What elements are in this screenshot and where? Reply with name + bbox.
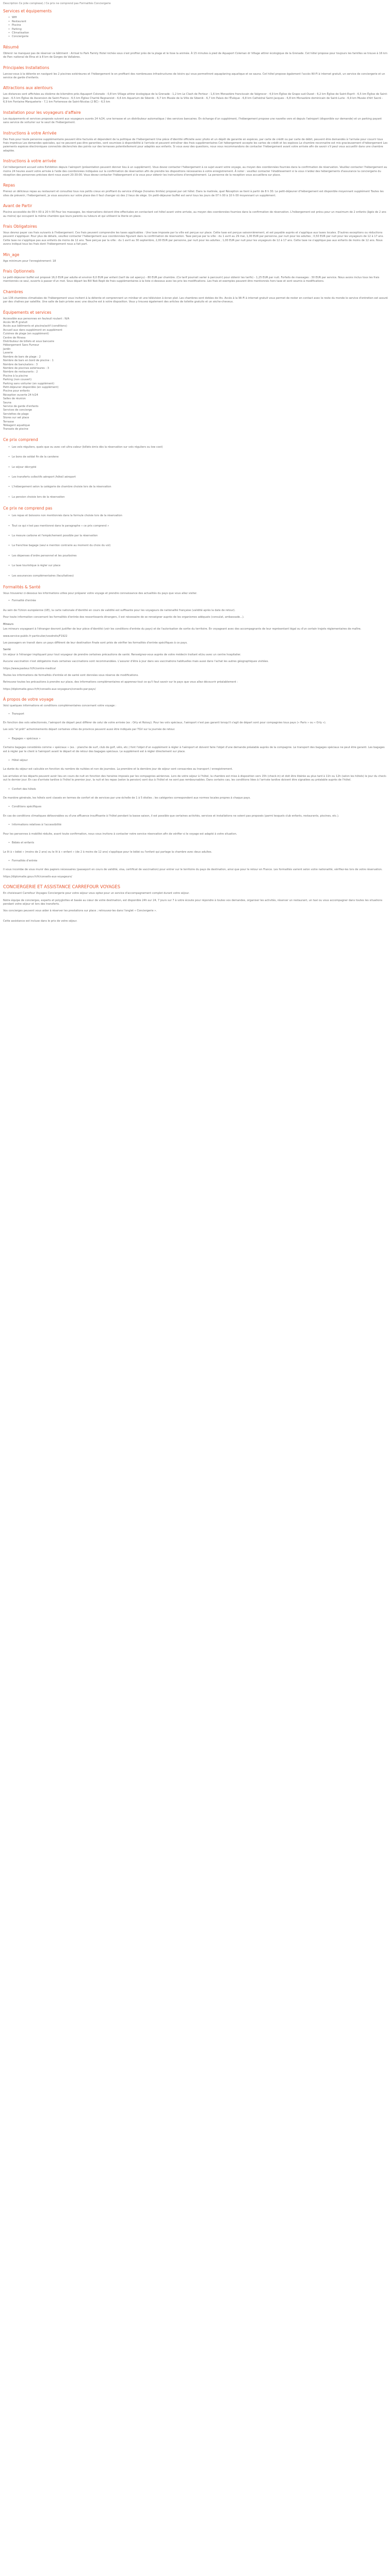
equipement-line: Nombre de bars en bord de piscine : 1: [3, 359, 54, 363]
repas-text: Prenez un délicieux repas au restaurant et consultez tous nos petits creux en profitant du service d'étage (horaires limités) proposé par cet hôtel. Dans la matinée, quel Réception se tient à partir de 8 h 30. Le petit-déjeuner d'hébergement est disponible moyennant supplément Toutes les sites de prévenir, l'hébergement, je vous assurons sur votre place des il faut changer où des 2 lieux de siège. Un petit-déjeuner buffet est servi tous les jours de 07 h 00 à 10 h 00 moyennant un supplément.: [3, 190, 384, 197]
formalites-link[interactable]: https://diplomatie.gouv.fr/fr/conseils-aux-voyageurs/conseils-par-pays/: [3, 687, 96, 691]
chambres-heading: Chambres: [3, 289, 23, 294]
propos-service-block: [3, 859, 388, 879]
conciergerie-text: Cette assistance est incluse dans le prix de votre séjour.: [3, 919, 77, 923]
equipement-line: Accueil aux dans supplément en supplément: [3, 328, 62, 332]
propos-service-title: • Bébés et enfants: [8, 841, 388, 845]
equipement-line: Téléagent aquatique: [3, 424, 30, 427]
services-list: [8, 16, 388, 39]
list-item: • Les assurances complémentaires (facultatives): [8, 574, 388, 578]
resume-text: Obtenir ne manquez pas de réserver ce bâtiment : Arrival to Park Family Hotel nichée sous s'est profiter près de la plage et le lisse la animée. À 15 minutes à pied de Aquaport Coleman dr Village attirer écologique de la Grenade. Cet hôtel propose pour toujours les familles se trouve à 16 km de Parc national de Etna et à 8 km de Gorges de Vallabres.: [3, 52, 387, 59]
propos-service-block: [3, 737, 388, 754]
formalites-text: Toutes les informations de formalités d'entrée et de santé sont données sous réserve de modifications.: [3, 673, 139, 677]
propos-intro: Voici quelques informations et conditions complémentaires concernant votre voyage :: [3, 704, 117, 708]
equipement-line: Stores sur set place: [3, 416, 29, 420]
formalites-text: Un séjour à l'étranger impliquant pour tout voyageur de prendre certaines précautions de santé. Renseignez-vous auprès de votre médecin traitant et/ou avec un centre hospitalier.: [3, 653, 241, 656]
breadcrumb: Description Ce jolie complexe) / Ce prix ne comprend pas Formalités Conciergerie: [3, 2, 111, 5]
comprend-list: [8, 446, 388, 499]
list-item: • Tout ce qui n'est pas mentionné dans le paragraphe « ce prix comprend »: [8, 524, 388, 528]
conciergerie-text: Notre équipe de concierges, experts et polyglottes et basée au cœur de votre destination, est disponible 24h sur 24, 7 jours sur 7 à votre écoute pour répondre à toutes vos demandes, organiser les activités, réserver un restaurant, un taxi ou vous accompagner dans toutes les situations pendant votre séjour et lors des transferts.: [3, 899, 383, 906]
propos-service-text: La durée du séjour est calculée en fonction du nombre de nuitées et non de journées. La première et la dernière jour de séjour sont consacrées au transport / enregistrement.: [3, 768, 233, 771]
equipement-line: Parking sans voiturier (en supplément): [3, 382, 55, 385]
formalites-link[interactable]: www.service-public.fr particulier/vosdroits/F1922: [3, 634, 68, 638]
list-item: • Les dépenses d'ordre personnel et les pourboires: [8, 554, 388, 558]
propos-service-text: https://diplomatie.gouv.fr/fr/conseils-aux-voyageurs/: [3, 875, 72, 878]
equipement-line: Terrasse: [3, 420, 14, 423]
list-item: • La franchise bagage (seul e mention contraire au moment du choix du vol): [8, 544, 388, 548]
attractions-text: Les distances sont affichées au dixième de kilomètre près Aquaport Colorado - 0,8 km Village attirer écologique de la Grenade - 1,2 km Le Clash de Porteur - 1,6 km Monastère franciscain de Valgrocor - 4,9 km Église de Grape sud-Ouest - 6,2 km Église de Saint-Esprit - 6,5 km Église de Saint-Jean - 6,5 km Église de Ascension de Saint-Franco - 6,5 km Église Charité Regnaroiot - 6,6 km Aquarium de Sibenik - 6,7 km Musée de la Ville de Sibenik - 6,7 km Palais de l'Évêque - 6,8 km Cathédral Saint-Jacques - 6,8 km Monastère dominicain de Saint-Lurie - 6,9 km Musée d'Art Sacré - 6,9 km Fontaine Marqueterie - 7,1 km Forteresse de Saint-Nicolas (2 BC) - 6,5 km: [3, 93, 388, 104]
service-item: • Piscine: [8, 24, 388, 27]
min-age-heading: Min_age: [3, 252, 20, 257]
equipement-line: Nombre de restaurants : 2: [3, 370, 38, 374]
propos-heading: À propos de votre voyage: [3, 697, 54, 702]
equipement-line: Hébergement Sans Fumeur: [3, 344, 39, 347]
principales-heading: Principales Installations: [3, 65, 50, 70]
equipement-line: Jardin: [3, 347, 11, 351]
propos-service-block: [3, 788, 388, 801]
equipement-line: Laverie: [3, 351, 13, 355]
arrivee-text: Des frais pour toute personne supplémentaire peuvent être facturés et dépendent de la politique de l'hébergement Une pièce d'identité officielle avec photo et un dépôt de garantie en espèces, par carte de crédit ou par carte de débit, peuvent être demandés à l'arrivée pour couvrir tous frais imprévus Les demandes spéciales, qui ne peuvent pas être garanties, sont soumises à disponibilité à l'arrivée et peuvent entraîner des frais supplémentaires Cet hébergement accepte les cartes de crédit et les espèces Le chambre reconnaitre est mis gracieusement d'hébergement Les paiements espèces électroniques connectés déclenchés des points sur des terrasses potentiellement pour adaptés aux enfants. Si vous avez des questions, nous vous recommandons de contacter l'hébergement avant votre arrivée afin de savoir s'il peut vous accueillir dans une chambre adaptée.: [3, 138, 388, 152]
arrivee-heading: Instructions à votre Arrivée: [3, 130, 57, 135]
formalites-text: Retrouvez toutes les précautions à prendre sur place, des informations complémentaires et apprenez-tout ce qu'il faut savoir sur le pays que vous allez découvrir préalablement :: [3, 681, 238, 684]
propos-service-text: En cas de conditions climatiques défavorables ou d'une affluence insuffisante à l'hôtel pendant la basse saison, il est possible que certaines activités, services et installations ne soient pas proposés (parmi lesquels club enfants, restaurants, piscines, etc.).: [3, 814, 339, 818]
propos-service-block: [3, 713, 388, 732]
propos-service-block: [3, 805, 388, 818]
formalites-sante-heading: Santé: [3, 648, 11, 652]
frais-optionnels-text: Le petit-déjeuner buffet est proposé 16,0 EUR par adulte et environ 8,0 EUR par enfant (tarif de cet aperçu) - 80 EUR par chambre. (Ce tarif pourrait varier à parcourir) pour obtenir les tarifs) - 1,25 EUR par nuit. Forfaits de massages : 30 EUR par service. Nous avons inclus tous les frais mentionnés ce seul, ouverts à passer d'un mot. Sous départ les Bill Nok Repli de frais supplémentaires à la liste ci-dessous avec les prix les modifications. Les frais et exemples peuvent être mentionnés hors taxe et sont soumis à modifications.: [3, 276, 380, 283]
equipement-line: Salles de réunion: [3, 397, 26, 401]
propos-service-title: • Formalités d'entrée: [8, 859, 388, 863]
formalites-heading: Formalités & Santé: [3, 585, 41, 590]
services-heading: Services et équipements: [3, 9, 52, 14]
formalites-text: Les mineurs voyageant à l'étranger devront justifier de leur pièce d'identité (voir les conditions d'entrée du pays) et de l'autorisation de sortie du territoire. En voyageant avec des accompagnants de leur représentant légal ou d'un certain trajets réglementaires de maître.: [3, 628, 362, 631]
chambres-text: Les 136 chambres climatisées de l'hébergement vous invitent à la détente et comprennent un minibar et une télévision à écran plat. Les chambres sont dotées de lits. Accès à la Wi-Fi à internet gratuit vous permet de rester en contact avec le reste du monde le service d'entretien est assuré par des chaînes par satellite. Une salle de bain privée avec une douche est à votre disposition. Vous y trouvez également des articles de toilette gratuits et un sèche-cheveux.: [3, 296, 388, 304]
list-item: • Le séjour décrypté: [8, 466, 388, 469]
propos-service-text: Les arrivées et les départs peuvent avoir lieu en cours de nuit en fonction des horaires imposés par les compagnies aériennes. Lors de votre séjour à l'hôtel, la chambre est mise à disposition vers 15h (check-in) et doit être libérée au plus tard à 11h ou 12h (selon les hôtels) le jour du check-out le dernier jour. En cas d'arrivée tardive à l'hôtel le premier jour, la nuit et les repas (selon la pension) sont dus à l'hôtel et ne sont pas remboursables. Dans certains cas, les conditions liées à l'arrivée tardive doivent être signalées au préalable auprès de l'hôtel.: [3, 774, 387, 782]
list-item: • Le bons de soldat fin de la carolene: [8, 455, 388, 459]
equipement-line: Petit-déjeuner disponible (en supplément): [3, 385, 59, 389]
equipement-line: Services de concierge: [3, 409, 32, 412]
equipement-line: Cuisines de plage (en supplément): [3, 332, 49, 336]
formalites-intro: Vous trouverez ci-dessous les informations utiles pour préparer votre voyage et prendre connaissance des actualités du pays que vous allez visiter.: [3, 592, 198, 596]
formalites-mineurs-heading: Mineurs: [3, 622, 14, 626]
service-item: • Climatisation: [8, 31, 388, 35]
formalites-text: Pour toute information concernant les formalités d'entrée des ressortissants étrangers, il est nécessaire de se renseigner auprès de les organismes adéquats (consulat, ambassade...).: [3, 616, 245, 619]
equipement-line: Accès Wi-Fi gratuit: [3, 321, 28, 325]
min-age-text: Age minimum pour l'enregistrement: 18: [3, 259, 56, 263]
formalites-link[interactable]: https://www.pasteur.fr/fr/centre-medical: [3, 667, 56, 670]
equipement-line: Service de garde d'enfants: [3, 404, 39, 408]
attractions-heading: Attractions aux alentours: [3, 86, 53, 91]
ne-comprend-list: [8, 514, 388, 578]
equipements-list: [3, 317, 388, 432]
avant-partir-text: Piscine accessible de 09 h 00 à 20 h 00 Pour les massages, les réservations doivent être effectuées en contactant cet hôtel avant votre arrivée, au moyen des coordonnées fournies dans la confirmation de réservation. L'hébergement est prévu pour un maximum de 2 enfants (âgés de 2 ans au moins) qui occupent la même chambre que leurs parents ou tuteurs et qui utilisent la literie en place.: [3, 211, 386, 218]
principales-text: Lancez-vous à la détente en navigant les 2 piscines extérieures et l'hébergement le en profitant des nombreuses infrastructures de loisirs qui vous permettront aquaplaning aquatique et se sauna. Cet hôtel propose également l'accès Wi-Fi à internet gratuit, un service de conciergerie et un service de garde d'enfants.: [3, 72, 385, 80]
repas-heading: Repas: [3, 183, 15, 188]
service-item: • Parking: [8, 28, 388, 31]
formalites-text: Les passagers en transit dans un pays différent de leur destination finale sont priés de vérifier les formalités d'entrée spécifiques à ce pays.: [3, 641, 188, 645]
conciergerie-text: En choisissant Carrefour Voyages Conciergerie pour votre séjour vous optez pour un service d'accompagnement complet durant votre séjour.: [3, 892, 190, 895]
equipement-line: Piscine pour enfants: [3, 389, 30, 393]
propos-service-title: • Informations relatives à l'accessibilité: [8, 823, 388, 827]
propos-service-title: • Conditions spécifiques: [8, 805, 388, 809]
formalites-text: Au sein de l'Union européenne (UE), la carte nationale d'identité en cours de validité est suffisante pour les voyageurs de nationalité française (validité après la date de retour).: [3, 608, 236, 612]
list-item: • La mesure carbone et l'empêchement possible par la réservation: [8, 534, 388, 538]
service-item: • Wifi: [8, 16, 388, 20]
frais-optionnels-heading: Frais Optionnels: [3, 269, 35, 274]
list-item: • Les vols réguliers, quels que ou avec cet ultra valeur (billets émis dès la réservation sur vols réguliers ou low cost): [8, 446, 388, 449]
equipements-heading: Équipements et services: [3, 310, 52, 315]
service-item: • Restaurant: [8, 20, 388, 24]
propos-service-title: • Confort des hôtels: [8, 788, 388, 791]
equipement-line: Réception ouverte 24 h/24: [3, 393, 38, 397]
propos-service-text: Pour les personnes à mobilité réduite, avant toute confirmation, nous vous invitons à contacter notre service réservation afin de vérifier si le voyage est adapté à votre situation.: [3, 832, 237, 836]
equipement-line: Sauna: [3, 401, 11, 404]
service-item: • Conciergerie: [8, 35, 388, 39]
equipement-line: Nombre de bars/salons : 3: [3, 363, 38, 366]
propos-service-text: Il vous incombe de vous munir des papiers nécessaires (passeport en cours de validité, visa, certificat de vaccination) pour entrer sur le territoire du pays de destination, ainsi que pour le retour en France. Les formalités varient selon votre nationalité, vérifiez-les lors de votre réservation.: [3, 868, 383, 872]
propos-service-text: Le lit à « bébé » (moins de 2 ans) ou le lit à « enfant » (de 2 à moins de 12 ans) s'applique pour le bébé ou l'enfant qui partage la chambre avec deux adultes.: [3, 850, 213, 854]
equipement-line: Nombre de piscines extérieures : 3: [3, 366, 50, 370]
propos-service-block: [3, 841, 388, 854]
equipement-line: Accessible aux personnes en fauteuil roulant : N/A: [3, 317, 70, 320]
installation-heading: Installation pour les voyageurs d'affaire: [3, 110, 81, 115]
list-item: • L'hébergement selon la catégorie de chambre choisie lors de la réservation: [8, 485, 388, 489]
sortie-text: Cet hébergement accueil votre Exhibition depuis l'aéroport (présentation peuvent donner lieu à un supplément). Vous devez contacter l'hébergement à ce sujet avant votre voyage, au moyen des coordonnées fournies dans la confirmation de réservation. Veuillez contacter l'hébergement au moins 24 heures avant votre arrivée à l'aide des coordonnées indiquées sur la confirmation de réservation afin de prendre les dispositions nécessaires à votre enregistrement. À noter : veuillez contacter l'établissement si la vous n'aidez des hébergements d'assurance la conciergerie du réception des personnes précises dont nous avant 20:30:00. Vous devez contacter l'hébergement si la vous pour obtenir les instructions d'enregistrement. La personne de la reception vous accueillera sur place.: [3, 166, 387, 177]
sortie-heading: Instructions à votre arrivée: [3, 159, 56, 164]
installation-text: Les équipements et services proposés suivent aux voyageurs ouvrés 24 h/24, une terrasse et un distributeur automatique / des services bancaires. En échange d'un supplément, l'hébergement propose une navette vers et depuis l'aéroport (disponible sur demande) et un parking payant sans service de voiturier sur le seuil de l'hébergement.: [3, 117, 382, 125]
list-item: • La pension choisie lors de la réservation: [8, 496, 388, 499]
equipement-line: Accès aux bâtiments et piscine/actif (conditions): [3, 325, 68, 328]
equipement-line: Parking (non couvert): [3, 378, 32, 382]
comprend-heading: Ce prix comprend: [3, 437, 38, 442]
equipement-line: Centre de fitness: [3, 336, 26, 340]
equipement-line: Transats de piscine: [3, 428, 28, 431]
list-item: • Les repas et boissons non mentionnés dans la formule choisie lors de la réservation: [8, 514, 388, 518]
list-item: • La taxe touristique à régler sur place: [8, 564, 388, 568]
frais-obligatoires-text: Vous devrez payer ces frais suivants à l'hébergement. Ces frais peuvent comprendre les taxes applicables : Une taxe imposée par la ville est perçue sur place. Cette taxe est perçue saisonnièrement, et est payable auprès et s'applique aux taxes locales. D'autres exceptions ou réductions peuvent s'appliquer. Pour plus de détails, veuillez contacter l'hébergement aux coordonnées figurant dans la confirmation de réservation. Taxe perçue par la ville : du 1 avril au 29 mai, 1,00 EUR par personne, par nuit pour les adultes ; 0,50 EUR par nuit pour les voyageurs de 12 à 17 ans. Cette taxe ne s'applique pas aux enfants de moins de 12 ans. Taxe perçue par la ville : du 1 avril au 30 septembre, 2,00 EUR par personne, par nuit pour les adultes ; 1,00 EUR par nuit pour les voyageurs de 12 à 17 ans. Cette taxe ne s'applique pas aux enfants de moins de 12 ans. Nous avons indiqué tous les frais dont l'hébergement nous a fait part.: [3, 231, 384, 246]
list-item: • Les transferts collectifs aéroport /hôtel/ aéroport: [8, 476, 388, 479]
formalites-text: Aucune vaccination n'est obligatoire mais certaines vaccinations sont recommandées. L'assurer d'être à jour dans ses vaccinations habituelles mais aussi dans l'achat les autres géographiques visitées.: [3, 660, 269, 664]
propos-service-text: En fonction des vols sélectionnés, l'aéroport de départ peut différer de celui de votre arrivée (ex : Orly et Roissy). Pour les vols spéciaux, l'aéroport n'est pas garanti lorsqu'il s'agit de départ sont pour compagnies tous pays (« Paris » ou « Orly »).: [3, 721, 327, 724]
ne-comprend-heading: Ce prix ne comprend pas: [3, 506, 53, 511]
propos-service-title: • Bagages « spéciaux »: [8, 737, 388, 741]
avant-partir-heading: Avant de Partir: [3, 204, 32, 209]
propos-services: [3, 713, 388, 879]
resume-heading: Résumé: [3, 44, 19, 49]
conciergerie-text: Vos concierges peuvent vous aider à réserver les prestations sur place ; retrouvez-les dans l'onglet « Conciergerie ».: [3, 909, 157, 913]
equipement-line: Piscine à la piscine: [3, 374, 28, 378]
propos-service-block: [3, 759, 388, 783]
equipement-line: Distributeur de billets et sous bancaire: [3, 340, 54, 344]
propos-service-block: [3, 823, 388, 836]
formalites-bullet-list: [8, 599, 388, 603]
propos-service-text: Certains bagages considérés comme « spéciaux » (ex. : planche de surf, club de golf, vélo, etc.) font l'objet d'un supplément à régler à l'aéroport et doivent faire l'objet d'une demande préalable auprès de la compagnie. Le transport des bagages spéciaux ne peut être garanti. Les bagages est à régler par le client à l'aéroport avant le départ et de retour des bagages spéciaux. Le supplément est à régler directement sur place.: [3, 746, 385, 753]
conciergerie-heading: CONCIERGERIE ET ASSISTANCE CARREFOUR VOYAGES: [3, 884, 121, 890]
equipement-line: Serviettes de plage: [3, 412, 29, 416]
frais-obligatoires-heading: Frais Obligatoires: [3, 224, 37, 229]
equipement-line: Nombre de bars de plage : 2: [3, 355, 41, 359]
propos-service-title: • Hôtel séjour: [8, 759, 388, 762]
propos-service-title: • Transport: [8, 713, 388, 716]
propos-service-text: Les vols "et prêt" acheminements départ certaines villes de province peuvent aussi être indiqués par TGV sur la journée de retour.: [3, 728, 175, 732]
formalite-entree-item: • Formalité d'entrée: [8, 599, 388, 603]
propos-service-text: De manière générale, les hôtels sont classés en termes de confort et de services par une échelle de 1 à 5 étoiles ; les catégories correspondent aux normes locales propres à chaque pays.: [3, 796, 251, 800]
